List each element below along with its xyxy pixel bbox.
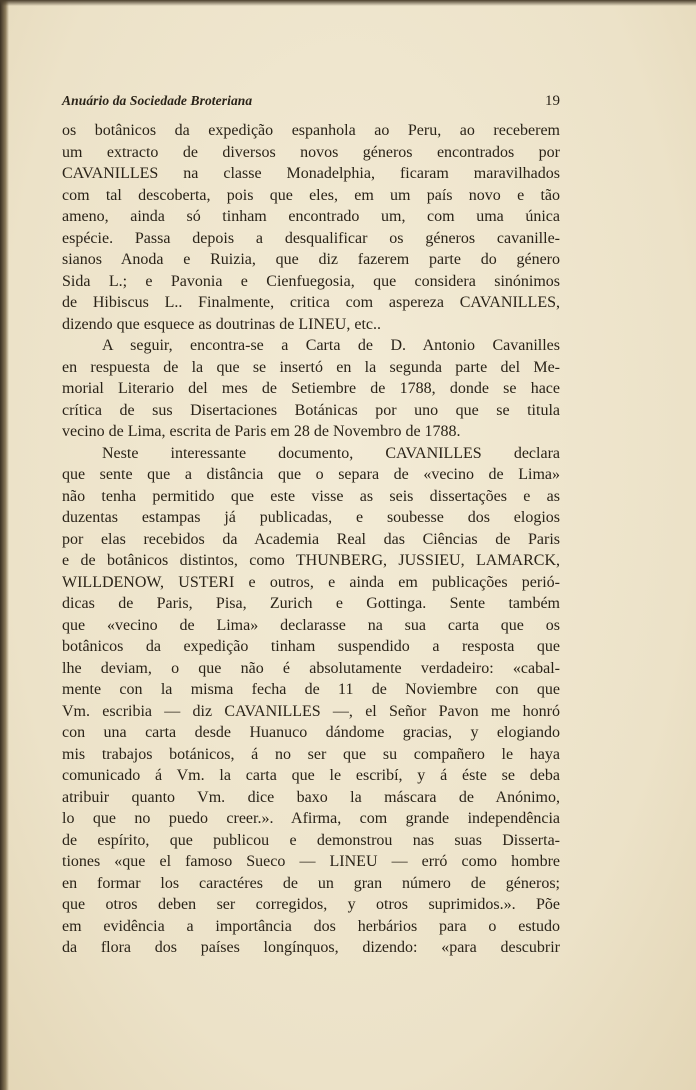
text-line: que «vecino de Lima» declarasse na sua carta que os: [62, 616, 560, 634]
text-line: ameno, ainda só tinham encontrado um, com uma única: [62, 208, 560, 225]
text-line: duzentas estampas já publicadas, e soubesse dos elogios: [62, 509, 560, 526]
running-title: Anuário da Sociedade Broteriana: [62, 93, 253, 108]
text-line: Sida L.; e Pavonia e Cienfuegosia, que considera sinónimos: [62, 272, 560, 290]
page-number: 19: [545, 93, 560, 109]
text-line: en respuesta de la que se insertó en la segunda parte del Me-: [62, 358, 560, 376]
text-line: A seguir, encontra-se a Carta de D. Antonio Cavanilles: [102, 337, 560, 354]
text-line: lo que no puedo creer.». Afirma, com grande independência: [62, 810, 560, 827]
text-line: mente con la misma fecha de 11 de Noviembre con que: [62, 681, 560, 698]
text-line: um extracto de diversos novos géneros encontrados por: [62, 143, 560, 161]
text-line: botânicos da expedição tinham suspendido a resposta que: [62, 638, 560, 655]
text-line: que sente que a distância que o separa de «vecino de Lima»: [62, 466, 560, 483]
text-line: mis trabajos botánicos, á no ser que su compañero le haya: [62, 745, 560, 763]
text-line: os botânicos da expedição espanhola ao Peru, ao receberem: [62, 122, 560, 139]
text-line: por elas recebidos da Academia Real das Ciências de Paris: [62, 530, 560, 548]
page-binding-shadow: [0, 0, 9, 1090]
text-line: comunicado á Vm. la carta que le escribí, y á éste se deba: [62, 767, 560, 784]
text-line: en formar los caractéres de un gran número de géneros;: [62, 874, 560, 892]
text-line: Vm. escribia — diz CAVANILLES —, el Señor Pavon me honró: [62, 702, 560, 720]
text-line: espécie. Passa depois a desqualificar os géneros cavanille-: [62, 229, 560, 247]
body-text: [62, 120, 560, 959]
text-line: da flora dos países longínquos, dizendo: «para descubrir: [62, 939, 560, 956]
page-top-shadow: [0, 0, 696, 6]
text-line: de Hibiscus L.. Finalmente, critica com aspereza CAVANILLES,: [62, 294, 560, 311]
text-line: com tal descoberta, pois que eles, em um país novo e tão: [62, 186, 560, 204]
text-line: crítica de sus Disertaciones Botánicas por uno que se titula: [62, 401, 560, 419]
text-line: atribuir quanto Vm. dice baxo la máscara de Anónimo,: [62, 788, 560, 806]
text-line: Neste interessante documento, CAVANILLES declara: [102, 444, 560, 462]
text-line: CAVANILLES na classe Monadelphia, ficaram maravilhados: [62, 165, 560, 182]
text-line: con una carta desde Huanuco dándome gracias, y elogiando: [62, 724, 560, 741]
text-line: não tenha permitido que este visse as seis dissertações e as: [62, 487, 560, 505]
page-header: [62, 93, 560, 110]
text-line: em evidência a importância dos herbários para o estudo: [62, 917, 560, 935]
text-line: WILLDENOW, USTERI e outros, e ainda em publicações perió-: [62, 573, 560, 591]
text-line: tiones «que el famoso Sueco — LINEU — erró como hombre: [62, 853, 560, 870]
text-line: morial Literario del mes de Setiembre de 1788, donde se hace: [62, 380, 560, 397]
text-line: vecino de Lima, escrita de Paris em 28 de Novembro de 1788.: [62, 423, 461, 440]
text-line: de espírito, que publicou e demonstrou nas suas Disserta-: [62, 831, 560, 849]
text-line: dicas de Paris, Pisa, Zurich e Gottinga. Sente também: [62, 595, 560, 612]
text-line: sianos Anoda e Ruizia, que diz fazerem parte do género: [62, 251, 560, 268]
text-line: dizendo que esquece as doutrinas de LINEU, etc..: [62, 315, 381, 333]
text-line: lhe deviam, o que não é absolutamente verdadeiro: «cabal-: [62, 659, 560, 677]
text-line: que otros deben ser corregidos, y otros suprimidos.». Põe: [62, 896, 560, 913]
text-line: e de botânicos distintos, como THUNBERG, JUSSIEU, LAMARCK,: [62, 552, 560, 569]
